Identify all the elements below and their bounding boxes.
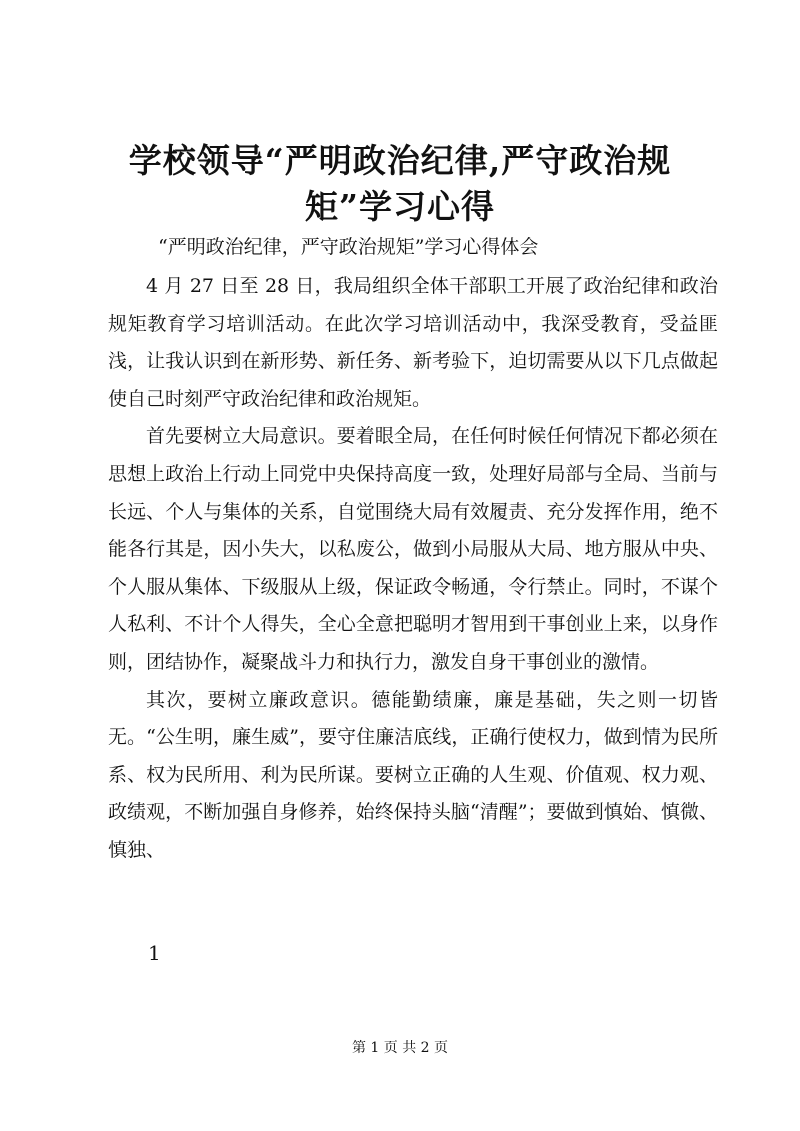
- page-footer: 第 1 页 共 2 页: [351, 1040, 449, 1056]
- paragraph-overall-awareness: 首先要树立大局意识。要着眼全局，在任何时候任何情况下都必须在思想上政治上行动上同党中央保持高度一致，处理好局部与全局、当前与长远、个人与集体的关系，自觉围绕大局有效履责、充分发挥作用，绝不能各行其是，因小失大，以私废公，做到小局服从大局、地方服从中央、个人服从集体、下级服从上级，保证政令畅通，令行禁止。同时，不谋个人私利、不计个人得失，全心全意把聪明才智用到干事创业上来，以身作则，团结协作，凝聚战斗力和执行力，激发自身干事创业的激情。: [108, 425, 718, 673]
- paragraph-integrity-awareness: 其次，要树立廉政意识。德能勤绩廉，廉是基础，失之则一切皆无。“公生明，廉生威”，要守住廉洁底线，正确行使权力，做到情为民所系、权为民所用、利为民所谋。要树立正确的人生观、价值观、权力观、政绩观，不断加强自身修养，始终保持头脑“清醒”；要做到慎始、慎微、慎独、: [108, 688, 718, 861]
- page-number: 1: [148, 941, 161, 965]
- document-subtitle: “严明政治纪律，严守政治规矩”学习心得体会: [158, 236, 539, 258]
- document-body: [108, 268, 718, 870]
- paragraph-dates: 4 月 27 日至 28 日，我局组织全体干部职工开展了政治纪律和政治规矩教育学习培训活动。在此次学习培训活动中，我深受教育，受益匪浅，让我认识到在新形势、新任务、新考验下，迫切需要从以下几点做起使自己时刻严守政治纪律和政治规矩。: [108, 275, 718, 410]
- document-title: 学校领导“严明政治纪律,严守政治规矩”学习心得: [128, 141, 672, 226]
